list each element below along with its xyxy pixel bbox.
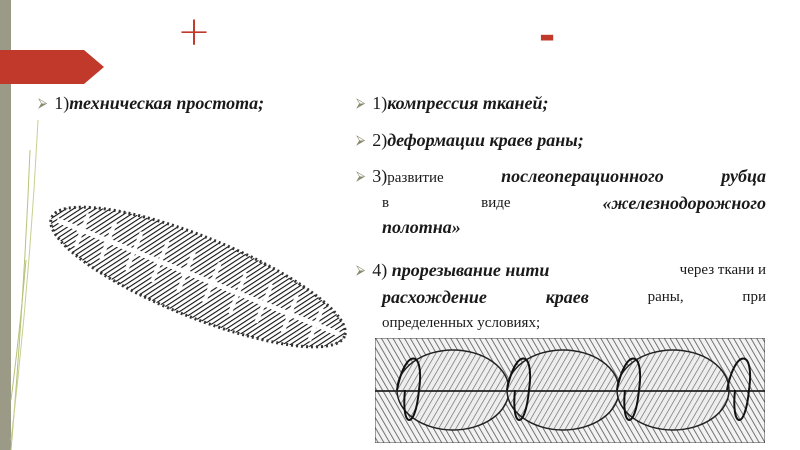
arrow-bullet-icon: ⮚ [356, 169, 366, 184]
cons-item-4 [356, 258, 766, 335]
continuous-suture-illustration [375, 338, 765, 443]
pros-item-1 [38, 91, 264, 118]
cons-item-text: определенных условиях; [382, 315, 541, 331]
cons-heading: - [538, 13, 556, 59]
cons-item-text: деформации краев раны; [387, 130, 584, 150]
cons-item-text: краев [545, 287, 589, 307]
cons-item-text: развитие [387, 170, 444, 186]
pros-item-text: техническая простота; [69, 93, 265, 113]
arrow-bullet-icon: ⮚ [38, 96, 48, 111]
cons-item-text: расхождение [382, 287, 487, 307]
cons-item-text: прорезывание нити [391, 260, 550, 280]
cons-item-text: через ткани и [679, 262, 766, 278]
cons-item-3 [356, 164, 766, 239]
cons-item-text: компрессия тканей; [387, 93, 549, 113]
cons-item-number: 4) [372, 260, 388, 280]
cons-item-text: рубца [721, 166, 766, 186]
red-title-tab [0, 50, 104, 84]
cons-item-number: 3) [372, 166, 388, 186]
cons-item-text: виде [481, 195, 511, 211]
arrow-bullet-icon: ⮚ [356, 133, 366, 148]
cons-item-text: при [742, 289, 766, 305]
cons-item-text: «железнодорожного [602, 193, 766, 213]
cons-item-text: в [382, 195, 390, 211]
cons-item-1 [356, 91, 549, 118]
suture-wound-illustration [38, 175, 358, 380]
arrow-bullet-icon: ⮚ [356, 263, 366, 278]
cons-item-text: полотна» [382, 217, 461, 237]
pros-heading: + [177, 9, 211, 55]
cons-item-text: послеоперационного [501, 166, 664, 186]
cons-item-number: 1) [372, 93, 388, 113]
cons-item-2 [356, 128, 584, 155]
cons-item-number: 2) [372, 130, 388, 150]
arrow-bullet-icon: ⮚ [356, 96, 366, 111]
pros-item-number: 1) [54, 93, 70, 113]
cons-item-text: раны, [647, 289, 684, 305]
